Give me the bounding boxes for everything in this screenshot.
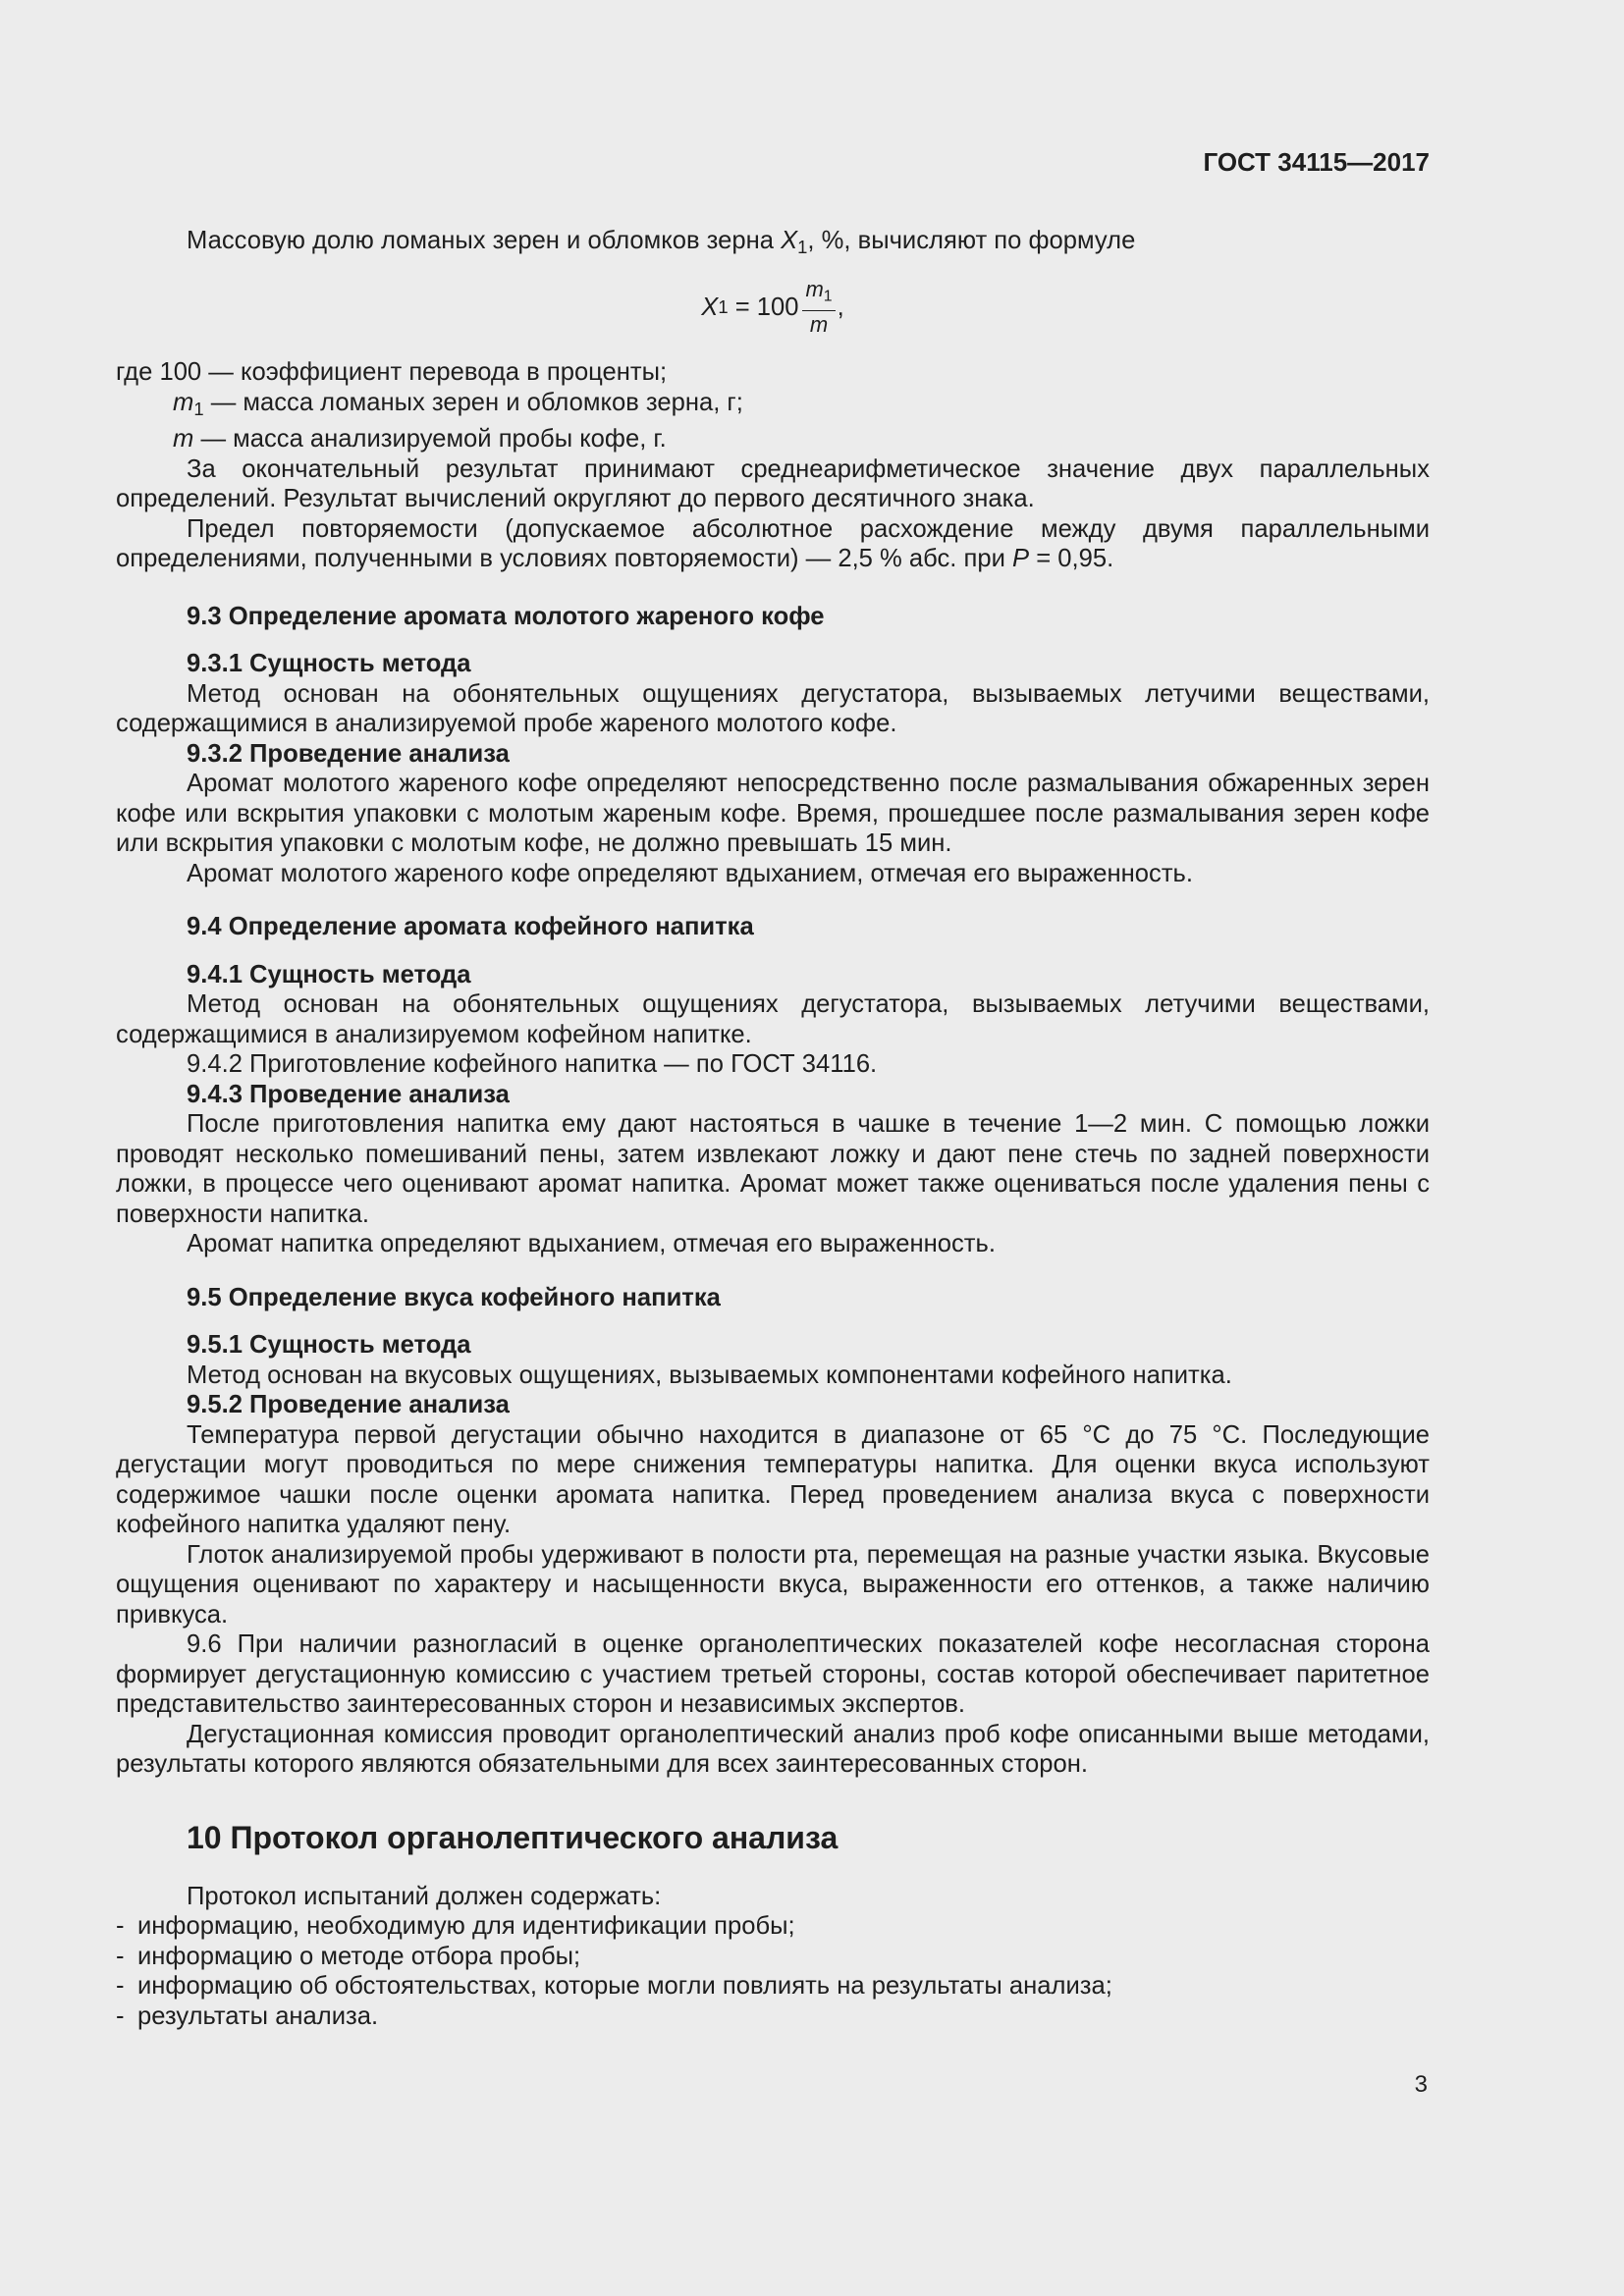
m1-sub: 1: [193, 398, 204, 419]
document-header: ГОСТ 34115—2017: [1203, 147, 1430, 177]
m-var: m: [173, 425, 194, 454]
list-item: [116, 1971, 1430, 2002]
page-body: [116, 226, 1430, 2031]
section-9-5-1-text: Метод основан на вкусовых ощущениях, вызываемых компонентами кофейного напитка.: [187, 1361, 1232, 1389]
m-text: — масса анализируемой пробы кофе, г.: [193, 425, 667, 454]
section-9-4-3-text-2: Аромат напитка определяют вдыханием, отмечая его выраженность.: [187, 1230, 996, 1258]
list-item: [116, 2002, 1430, 2032]
section-9-6-text-2: Дегустационная комиссия проводит органолептический анализ проб кофе описанными выше методами, результаты которого являются обязательными для всех заинтересованных сторон.: [116, 1720, 1430, 1779]
section-9-5-1-heading: 9.5.1 Сущность метода: [187, 1331, 471, 1360]
m1-var: m: [173, 388, 194, 416]
result-paragraph: За окончательный результат принимают среднеарифметическое значение двух параллельных определений. Результат вычислений округляют до первого десятичного знака.: [116, 454, 1430, 513]
var-p: P: [1012, 545, 1030, 573]
section-9-4-heading: 9.4 Определение аромата кофейного напитка: [187, 913, 754, 941]
list-item: [116, 1942, 1430, 1972]
section-9-3-1-heading: 9.3.1 Сущность метода: [187, 650, 471, 678]
formula-numerator: [802, 277, 835, 311]
section-9-6-text: 9.6 При наличии разногласий в оценке органолептических показателей кофе несогласная сторона формирует дегустационную комиссию с участием третьей стороны, состав которой обеспечивает паритетное представительство заинтересованных сторон и независимых экспертов.: [116, 1630, 1430, 1719]
list-item-text: информацию об обстоятельствах, которые могли повлиять на результаты анализа;: [137, 1972, 1112, 2001]
section-9-5-2-text: Температура первой дегустации обычно находится в диапазоне от 65 °С до 75 °С. Последующие дегустации могут проводиться по мере снижения температуры напитка. Для оценки вкуса используют содержимое чашки после оценки аромата напитка. Перед проведением анализа вкуса с поверхности кофейного напитка удаляют пену.: [116, 1420, 1430, 1539]
numerator-var: m: [805, 276, 824, 301]
section-9-3-2-text: Аромат молотого жареного кофе определяют непосредственно после размалывания обжаренных зерен кофе или вскрытия упаковки с молотым жареным кофе. Время, прошедшее после размалывания зерен кофе или вскрытия упаковки с молотым кофе, не должно превышать 15 мин.: [116, 770, 1430, 858]
list-item-text: результаты анализа.: [137, 2002, 379, 2030]
where-line-1: где 100 — коэффициент перевода в проценты;: [116, 358, 668, 387]
m1-text: — масса ломаных зерен и обломков зерна, г;: [203, 388, 743, 416]
repeatability-paragraph: [116, 514, 1430, 574]
section-9-4-1-heading: 9.4.1 Сущность метода: [187, 960, 471, 988]
intro-paragraph: [116, 226, 1430, 263]
list-dash: -: [116, 2002, 125, 2030]
formula-lhs-var: X: [701, 293, 719, 321]
var-x: X: [781, 227, 798, 254]
list-dash: -: [116, 1972, 125, 2001]
denominator-var: m: [809, 312, 829, 338]
section-9-3-2-text-2: Аромат молотого жареного кофе определяют вдыханием, отмечая его выраженность.: [187, 859, 1193, 887]
section-10-heading: 10 Протокол органолептического анализа: [187, 1819, 839, 1855]
section-9-4-3-text: После приготовления напитка ему дают настояться в чашке в течение 1—2 мин. С помощью ложки проводят несколько помешиваний пены, затем извлекают ложку и дают пене стечь по задней поверхности ложки, в процессе чего оценивают аромат напитка. Аромат может также оцениваться после удаления пены с поверхности напитка.: [116, 1110, 1430, 1228]
section-9-4-1-text: Метод основан на обонятельных ощущениях дегустатора, вызываемых летучими веществами, содержащимися в анализируемом кофейном напитке.: [116, 990, 1430, 1048]
repeatability-text-after: = 0,95.: [1029, 545, 1114, 573]
numerator-sub: 1: [823, 288, 833, 305]
list-dash: -: [116, 1942, 125, 1970]
section-9-4-3-heading: 9.4.3 Проведение анализа: [187, 1080, 510, 1108]
var-x-subscript: 1: [797, 237, 808, 258]
formula: [116, 277, 1430, 338]
list-dash: -: [116, 1912, 125, 1941]
section-10-intro: Протокол испытаний должен содержать:: [187, 1882, 662, 1910]
protocol-list: [116, 1911, 1430, 2031]
formula-fraction: [802, 277, 835, 338]
section-9-4-2-text: 9.4.2 Приготовление кофейного напитка — по ГОСТ 34116.: [187, 1050, 878, 1079]
where-line-m1: [116, 388, 1430, 425]
formula-equals: = 100: [728, 293, 799, 321]
list-item-text: информацию о методе отбора пробы;: [137, 1942, 581, 1970]
page-number: 3: [1414, 2071, 1428, 2098]
where-line-m: [116, 424, 1430, 454]
section-9-5-2-text-2: Глоток анализируемой пробы удерживают в полости рта, перемещая на разные участки языка. Вкусовые ощущения оценивают по характеру и насыщенности вкуса, выраженности его оттенков, а также наличию привкуса.: [116, 1540, 1430, 1629]
section-9-3-1-text: Метод основан на обонятельных ощущениях дегустатора, вызываемых летучими веществами, содержащимися в анализируемой пробе жареного молотого кофе.: [116, 679, 1430, 738]
formula-lhs-sub: 1: [718, 295, 729, 317]
section-9-5-heading: 9.5 Определение вкуса кофейного напитка: [187, 1283, 721, 1311]
formula-denominator: [807, 311, 831, 338]
list-item: [116, 1911, 1430, 1942]
section-9-3-2-heading: 9.3.2 Проведение анализа: [187, 739, 510, 768]
repeatability-text: Предел повторяемости (допускаемое абсолютное расхождение между двумя параллельными определениями, полученными в условиях повторяемости) — 2,5 % абс. при: [116, 514, 1430, 573]
intro-text-after: , %, вычисляют по формуле: [807, 227, 1136, 254]
list-item-text: информацию, необходимую для идентификации пробы;: [137, 1912, 795, 1941]
section-9-5-2-heading: 9.5.2 Проведение анализа: [187, 1391, 510, 1419]
formula-trailing: ,: [837, 293, 844, 321]
section-9-3-heading: 9.3 Определение аромата молотого жареного кофе: [187, 602, 825, 630]
intro-text: Массовую долю ломаных зерен и обломков зерна: [187, 227, 782, 254]
